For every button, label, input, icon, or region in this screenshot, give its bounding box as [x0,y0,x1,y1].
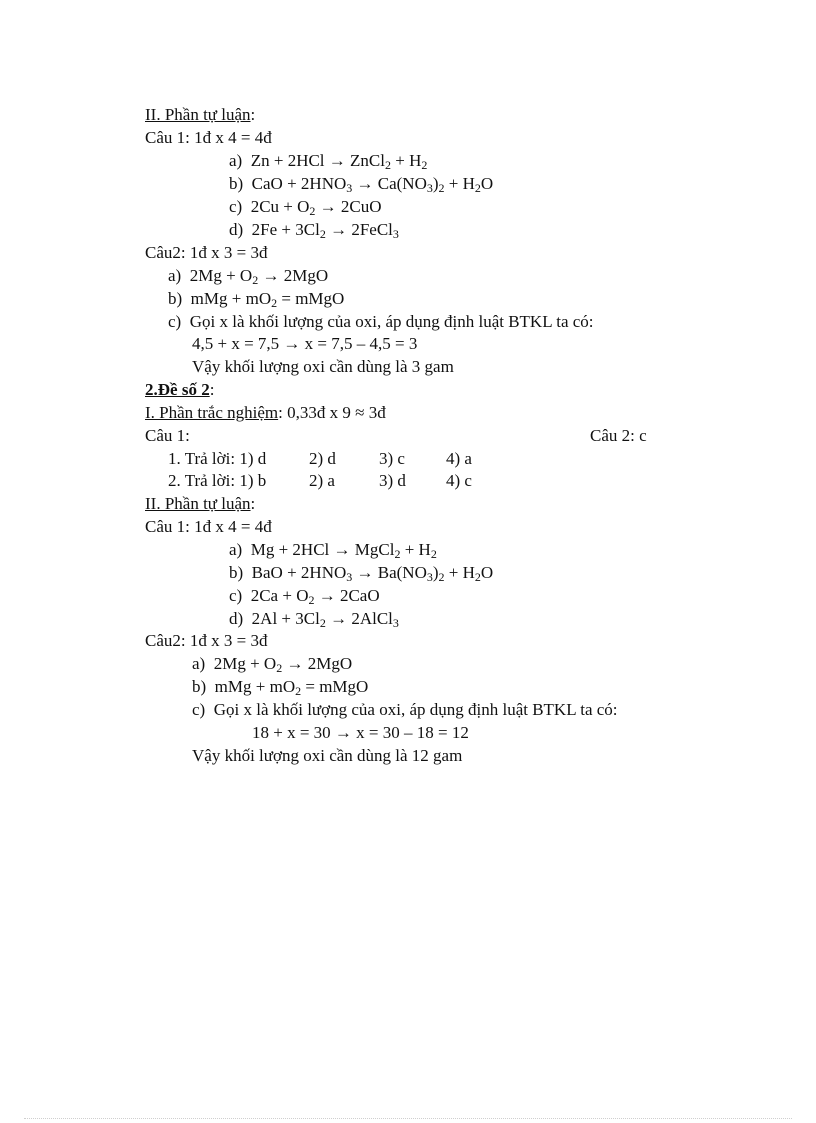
subscript: 2 [394,547,401,561]
eq-part: CaO + 2HNO [251,174,347,193]
subscript: 2 [276,661,283,675]
subscript: 3 [426,570,433,584]
answer-prefix: 2. Trả lời: 1) b [168,471,267,490]
part2-heading-text: II. Phần tự luận [145,105,251,124]
eq-part: 2Ca + O [250,586,309,605]
subscript: 2 [438,181,445,195]
subscript: 2 [384,158,391,172]
item-label: c) [192,700,206,719]
part2-heading-text: II. Phần tự luận [145,494,251,513]
subscript: 2 [474,181,481,195]
eq-part: = mMgO [301,677,369,696]
subscript: 3 [392,227,399,241]
part1-heading-text: I. Phần trắc nghiệm [145,403,279,422]
item-label: a) [192,654,206,673]
cau1-header-1: Câu 1: 1đ x 4 = 4đ [145,128,272,147]
item-label: d) [229,609,244,628]
equation-d-2 [229,608,399,630]
eq-part: 2Mg + O [189,266,253,285]
equation-c-2 [229,585,380,607]
subscript: 2 [308,593,315,607]
answer-2: 2) d [309,449,336,468]
eq-part: BaO + 2HNO [251,563,347,582]
calculation-2: 18 + x = 30 → x = 30 – 18 = 12 [252,723,469,742]
eq-part: → 2AlCl [325,609,393,628]
item-text: Gọi x là khối lượng của oxi, áp dụng định luật BTKL ta có: [189,312,594,331]
cau2-item-a-1 [168,265,328,287]
subscript: 2 [252,273,259,287]
eq-part: 2Fe + 3Cl [251,220,320,239]
cau2-answer-2: Câu 2: c [590,426,647,445]
item-label: a) [229,540,243,559]
item-label: b) [192,677,207,696]
subscript: 3 [346,181,353,195]
eq-part: + H [444,174,475,193]
part1-heading-2 [145,402,386,424]
eq-part: → Ba(NO [352,563,427,582]
answer-4: 4) a [446,449,472,468]
subscript: 2 [438,570,445,584]
subscript: 2 [430,547,437,561]
part2-heading-2 [145,493,255,515]
answer-2: 2) a [309,471,335,490]
subscript: 2 [319,616,326,630]
item-label: d) [229,220,244,239]
colon: : [250,494,256,513]
subscript: 3 [346,570,353,584]
item-label: c) [168,312,182,331]
equation-d-1 [229,219,399,241]
item-label: c) [229,586,243,605]
eq-part: + H [444,563,475,582]
item-label: b) [229,563,244,582]
cau2-item-b-2 [192,676,368,698]
cau2-item-a-2 [192,653,352,675]
item-label: b) [168,289,183,308]
eq-part: → 2MgO [282,654,353,673]
eq-part: = mMgO [277,289,345,308]
subscript: 3 [426,181,433,195]
eq-part: O [480,563,494,582]
eq-part: mMg + mO [214,677,296,696]
eq-part: → 2MgO [258,266,329,285]
answer-3: 3) d [379,471,406,490]
subscript: 2 [271,296,278,310]
subscript: 2 [319,227,326,241]
cau2-item-c-1 [168,311,594,333]
eq-part: 2Cu + O [250,197,310,216]
subscript: 2 [295,684,302,698]
eq-part: + H [390,151,422,170]
de2-heading-text: 2.Đề số 2 [145,380,210,399]
part1-score: : 0,33đ x 9 ≈ 3đ [278,403,386,422]
eq-part: ) [432,563,439,582]
subscript: 2 [309,204,316,218]
answer-3: 3) c [379,449,405,468]
subscript: 3 [392,616,399,630]
eq-part: → Ca(NO [352,174,427,193]
calculation-1: 4,5 + x = 7,5 → x = 7,5 – 4,5 = 3 [192,334,418,353]
item-label: a) [168,266,182,285]
eq-part: 2Al + 3Cl [251,609,320,628]
item-label: c) [229,197,243,216]
equation-b-1 [229,173,493,195]
cau2-header-1: Câu2: 1đ x 3 = 3đ [145,243,268,262]
item-text: Gọi x là khối lượng của oxi, áp dụng định luật BTKL ta có: [213,700,618,719]
eq-part: O [480,174,494,193]
conclusion-1: Vậy khối lượng oxi cần dùng là 3 gam [192,357,454,376]
cau1-header-2: Câu 1: 1đ x 4 = 4đ [145,517,272,536]
cau2-header-2: Câu2: 1đ x 3 = 3đ [145,631,268,650]
eq-part: 2Mg + O [213,654,277,673]
eq-part: → 2CuO [315,197,382,216]
cau1-label-2: Câu 1: [145,426,190,445]
equation-c-1 [229,196,382,218]
eq-part: Zn + 2HCl → ZnCl [250,151,385,170]
answer-row-2 [168,470,472,492]
conclusion-2: Vậy khối lượng oxi cần dùng là 12 gam [192,746,463,765]
de2-heading [145,379,214,401]
part2-heading-1 [145,104,255,126]
answer-row-1 [168,448,472,470]
equation-a-1 [229,150,427,172]
eq-part: Mg + 2HCl → MgCl [250,540,395,559]
answer-prefix: 1. Trả lời: 1) d [168,449,267,468]
eq-part: ) [432,174,439,193]
item-label: a) [229,151,243,170]
colon: : [209,380,215,399]
answer-4: 4) c [446,471,472,490]
page-bottom-divider [24,1118,792,1119]
subscript: 2 [474,570,481,584]
cau2-item-c-2 [192,699,618,721]
equation-a-2 [229,539,437,561]
eq-part: → 2FeCl [325,220,393,239]
colon: : [250,105,256,124]
eq-part: mMg + mO [190,289,272,308]
item-label: b) [229,174,244,193]
equation-b-2 [229,562,493,584]
eq-part: → 2CaO [314,586,380,605]
eq-part: + H [400,540,431,559]
subscript: 2 [421,158,428,172]
cau2-item-b-1 [168,288,344,310]
